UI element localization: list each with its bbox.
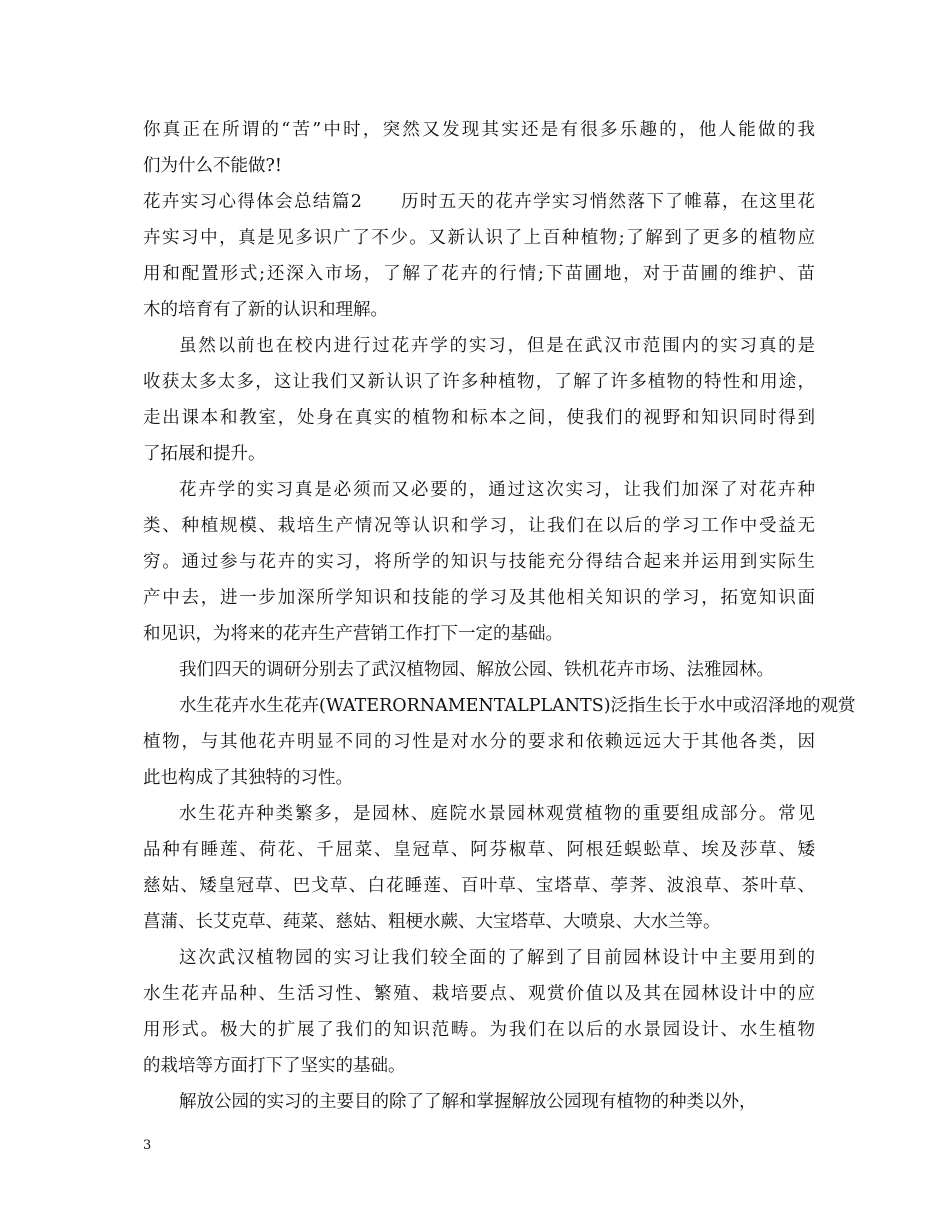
text-line: 你真正在所谓的“苦”中时，突然又发现其实还是有很多乐趣的，他人能做的我 [143, 120, 815, 140]
text-line: 慈姑、矮皇冠草、巴戈草、白花睡莲、百叶草、宝塔草、荸荠、波浪草、茶叶草、 [143, 876, 815, 896]
section-heading-line: 花卉实习心得体会总结篇2 历时五天的花卉学实习悄然落下了帷幕，在这里花 [143, 192, 815, 212]
text-line: 们为什么不能做?! [143, 156, 282, 176]
paragraph-first-line: 解放公园的实习的主要目的除了了解和掌握解放公园现有植物的种类以外， [179, 1092, 757, 1112]
text-line: 用和配置形式;还深入市场，了解了花卉的行情;下苗圃地，对于苗圃的维护、苗 [143, 264, 815, 284]
text-line: 和见识，为将来的花卉生产营销工作打下一定的基础。 [143, 624, 563, 644]
text-line: 用形式。极大的扩展了我们的知识范畴。为我们在以后的水景园设计、水生植物 [143, 1020, 815, 1040]
text-line: 品种有睡莲、荷花、千屈菜、皇冠草、阿芬椒草、阿根廷蜈蚣草、埃及莎草、矮 [143, 840, 815, 860]
text-line: 了拓展和提升。 [143, 444, 266, 464]
paragraph-first-line: 虽然以前也在校内进行过花卉学的实习，但是在武汉市范围内的实习真的是 [179, 336, 815, 356]
paragraph-first-line: 水生花卉水生花卉(WATERORNAMENTALPLANTS)泛指生长于水中或沼泽地的观赏 [179, 696, 856, 716]
text-line: 走出课本和教室，处身在真实的植物和标本之间，使我们的视野和知识同时得到 [143, 408, 815, 428]
text-line: 此也构成了其独特的习性。 [143, 768, 353, 788]
text-line: 类、种植规模、栽培生产情况等认识和学习，让我们在以后的学习工作中受益无 [143, 516, 815, 536]
text-line: 收获太多太多，这让我们又新认识了许多种植物，了解了许多植物的特性和用途， [143, 372, 815, 392]
paragraph-first-line: 水生花卉种类繁多，是园林、庭院水景园林观赏植物的重要组成部分。常见 [179, 804, 815, 824]
paragraph-first-line: 这次武汉植物园的实习让我们较全面的了解到了目前园林设计中主要用到的 [179, 948, 815, 968]
text-line: 木的培育有了新的认识和理解。 [143, 300, 388, 320]
text-line: 的栽培等方面打下了坚实的基础。 [143, 1056, 406, 1076]
text-line: 水生花卉品种、生活习性、繁殖、栽培要点、观赏价值以及其在园林设计中的应 [143, 984, 815, 1004]
text-line: 穷。通过参与花卉的实习，将所学的知识与技能充分得结合起来并运用到实际生 [143, 552, 815, 572]
text-line: 卉实习中，真是见多识广了不少。又新认识了上百种植物;了解到了更多的植物应 [143, 228, 815, 248]
text-line: 产中去，进一步加深所学知识和技能的学习及其他相关知识的学习，拓宽知识面 [143, 588, 815, 608]
page-number: 3 [143, 1138, 152, 1153]
text-line: 植物，与其他花卉明显不同的习性是对水分的要求和依赖远远大于其他各类，因 [143, 732, 815, 752]
paragraph-first-line: 我们四天的调研分别去了武汉植物园、解放公园、铁机花卉市场、法雅园林。 [179, 660, 774, 680]
text-line: 菖蒲、长艾克草、莼菜、慈姑、粗梗水蕨、大宝塔草、大喷泉、大水兰等。 [143, 912, 721, 932]
paragraph-first-line: 花卉学的实习真是必须而又必要的，通过这次实习，让我们加深了对花卉种 [179, 480, 815, 500]
